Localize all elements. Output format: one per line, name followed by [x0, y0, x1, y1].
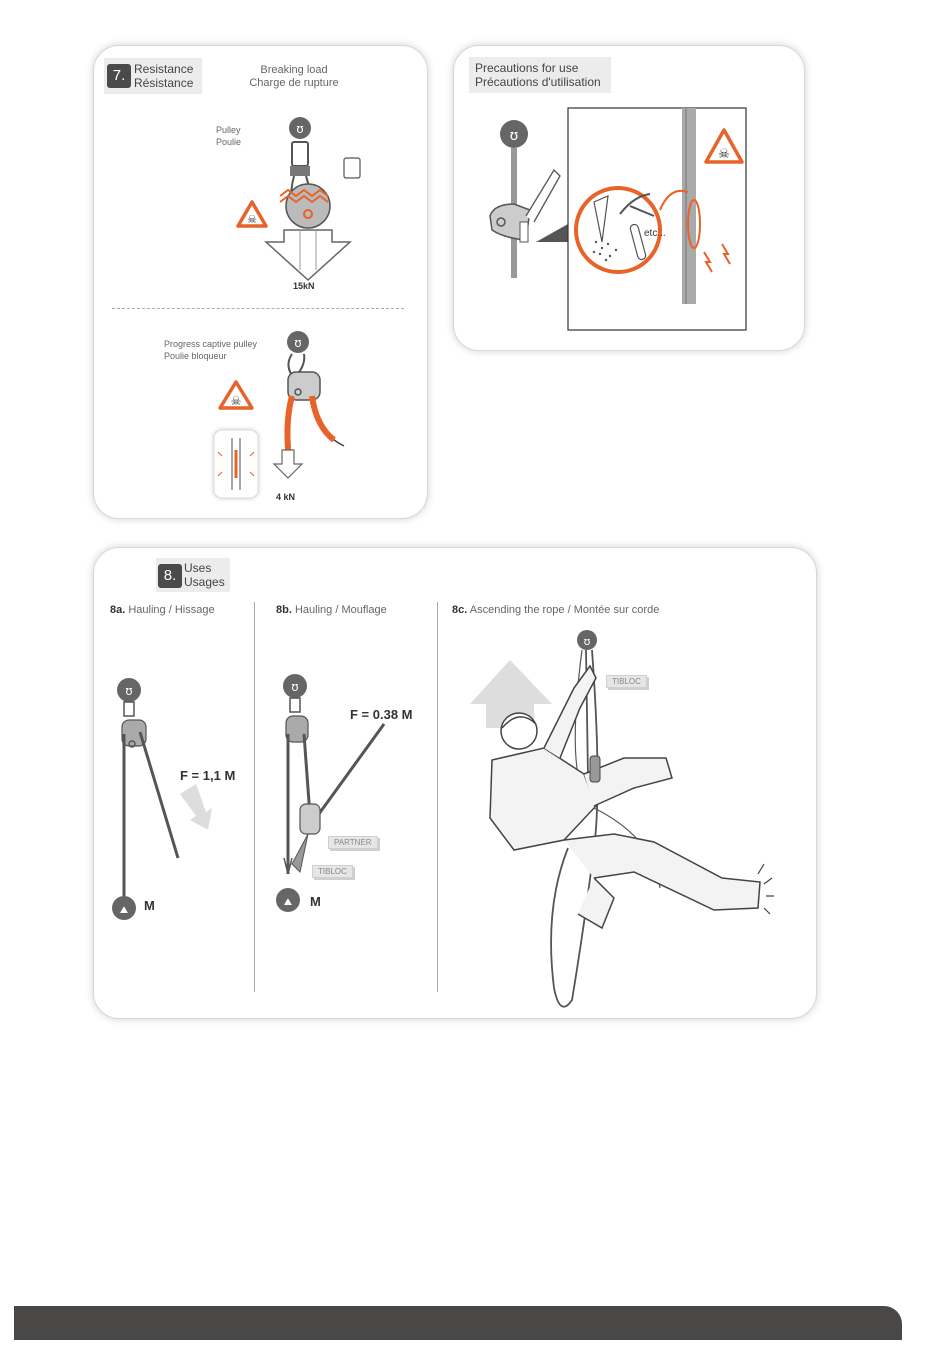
precautions-panel — [453, 45, 805, 351]
force-8b: F = 0.38 M — [350, 707, 413, 722]
uses-title-en: Uses — [184, 561, 212, 575]
precautions-illustration — [454, 46, 804, 350]
precautions-title-en: Precautions for use — [475, 61, 579, 75]
svg-text:ʊ: ʊ — [583, 635, 591, 648]
section-title-en: Resistance — [134, 62, 194, 76]
danger-icon — [220, 382, 252, 408]
svg-text:⛰: ⛰ — [119, 905, 129, 916]
tibloc-tag: TIBLOC — [606, 675, 647, 688]
footer-bar — [14, 1306, 902, 1340]
precautions-title-fr: Précautions d'utilisation — [475, 75, 601, 89]
force-8a: F = 1,1 M — [180, 768, 236, 783]
breaking-load-label: Breaking load Charge de rupture — [249, 64, 339, 89]
partner-tag: PARTNER — [328, 836, 378, 849]
captive-label: Progress captive pulley Poulie bloqueur — [164, 339, 258, 361]
ascending-8c-illustration — [94, 548, 816, 1018]
svg-text:ʊ: ʊ — [296, 122, 304, 136]
mass-8a: M — [144, 898, 155, 913]
captive-pulley-illustration — [94, 46, 427, 518]
resistance-panel — [93, 45, 428, 519]
use-8c-heading: 8c. Ascending the rope / Montée sur corde — [452, 604, 660, 616]
captive-load: 4 kN — [276, 492, 296, 502]
tibloc-tag: TIBLOC — [312, 865, 353, 878]
svg-text:⛰: ⛰ — [283, 897, 293, 908]
svg-text:☠: ☠ — [230, 394, 242, 408]
svg-text:☠: ☠ — [718, 147, 730, 162]
svg-text:ʊ: ʊ — [509, 128, 519, 144]
svg-text:ʊ: ʊ — [294, 336, 302, 350]
svg-text:ʊ: ʊ — [291, 680, 299, 694]
etc-label: etc... — [644, 228, 666, 239]
section-title-fr: Résistance — [134, 76, 194, 90]
pulley-load: 15kN — [293, 281, 315, 291]
use-8b-heading: 8b. Hauling / Mouflage — [276, 604, 387, 616]
section-number: 8. — [158, 564, 182, 588]
svg-text:☠: ☠ — [247, 213, 257, 226]
uses-panel — [93, 547, 817, 1019]
uses-title-fr: Usages — [184, 575, 225, 589]
svg-text:ʊ: ʊ — [125, 684, 133, 698]
pulley-label: Pulley Poulie — [216, 125, 242, 147]
use-8a-heading: 8a. Hauling / Hissage — [110, 604, 215, 616]
section-number: 7. — [107, 64, 131, 88]
mass-8b: M — [310, 894, 321, 909]
